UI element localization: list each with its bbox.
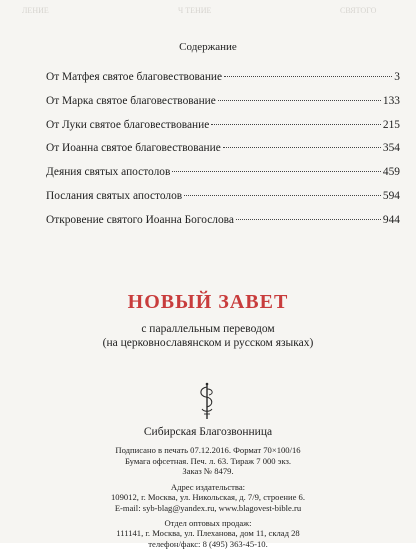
- bleed-through-word: ЛЕНИЕ: [22, 6, 49, 15]
- toc-entry-page: 459: [382, 166, 400, 179]
- toc-entry[interactable]: [46, 94, 400, 118]
- toc-leader-dots: [172, 171, 381, 172]
- publisher-address: 109012, г. Москва, ул. Никольская, д. 7/9, строение 6.: [110, 492, 306, 503]
- bleed-through-text: [0, 4, 416, 34]
- toc-entry-page: 3: [394, 71, 400, 83]
- toc-entry[interactable]: [46, 70, 400, 94]
- publisher-name: Сибирская Благозвонница: [143, 426, 273, 438]
- toc-entry-label: Послания святых апостолов: [46, 189, 183, 202]
- book-subtitle-line: с параллельным переводом: [141, 323, 275, 335]
- toc-entry-page: 594: [382, 189, 400, 202]
- book-subtitle-line: (на церковнославянском и русском языках): [102, 337, 314, 349]
- book-subtitle: [0, 322, 416, 350]
- toc-entry-label: От Матфея святое благовествование: [46, 71, 223, 83]
- table-of-contents: [46, 70, 400, 237]
- toc-entry[interactable]: [46, 213, 400, 237]
- toc-entry[interactable]: [46, 165, 400, 189]
- toc-entry-page: 133: [382, 94, 400, 107]
- bleed-through-word: СВЯТОГО: [340, 6, 377, 15]
- imprint-signed: Подписано в печать 07.12.2016. Формат 70×100/16: [115, 445, 301, 455]
- toc-entry-label: Деяния святых апостолов: [46, 166, 171, 179]
- toc-entry-page: 944: [382, 213, 400, 226]
- imprint-block: [0, 445, 416, 549]
- toc-leader-dots: [211, 124, 381, 125]
- toc-entry[interactable]: [46, 189, 400, 213]
- toc-entry-page: 354: [382, 142, 400, 155]
- imprint-order: Заказ № 8479.: [182, 466, 234, 477]
- book-title: НОВЫЙ ЗАВЕТ: [127, 291, 289, 313]
- toc-entry[interactable]: [46, 118, 400, 142]
- publisher-logo-icon: [195, 381, 219, 421]
- toc-leader-dots: [184, 195, 381, 196]
- imprint-paper: Бумага офсетная. Печ. л. 63. Тираж 7 000 экз.: [124, 455, 292, 466]
- toc-entry[interactable]: [46, 141, 400, 165]
- toc-entry-label: От Луки святое благовествование: [46, 118, 210, 131]
- toc-entry-label: Откровение святого Иоанна Богослова: [46, 213, 234, 226]
- toc-entry-page: 215: [382, 118, 400, 131]
- toc-leader-dots: [223, 147, 381, 148]
- sales-phone: телефон/факс: 8 (495) 363-45-10.: [148, 538, 268, 549]
- toc-leader-dots: [236, 219, 381, 220]
- toc-leader-dots: [218, 100, 381, 101]
- toc-entry-label: От Марка святое благовествование: [46, 94, 216, 107]
- publisher-email: E-mail: syb-blag@yandex.ru, www.blagovest-bible.ru: [114, 502, 302, 513]
- bleed-through-word: Ч ТЕНИЕ: [178, 6, 212, 15]
- sales-heading: Отдел оптовых продаж:: [164, 517, 252, 528]
- toc-leader-dots: [224, 76, 392, 77]
- toc-title: Содержание: [179, 41, 237, 53]
- sales-address: 111141, г. Москва, ул. Плеханова, дом 11, склад 28: [116, 528, 300, 539]
- address-heading: Адрес издательства:: [170, 481, 246, 492]
- toc-entry-label: От Иоанна святое благовествование: [46, 142, 221, 155]
